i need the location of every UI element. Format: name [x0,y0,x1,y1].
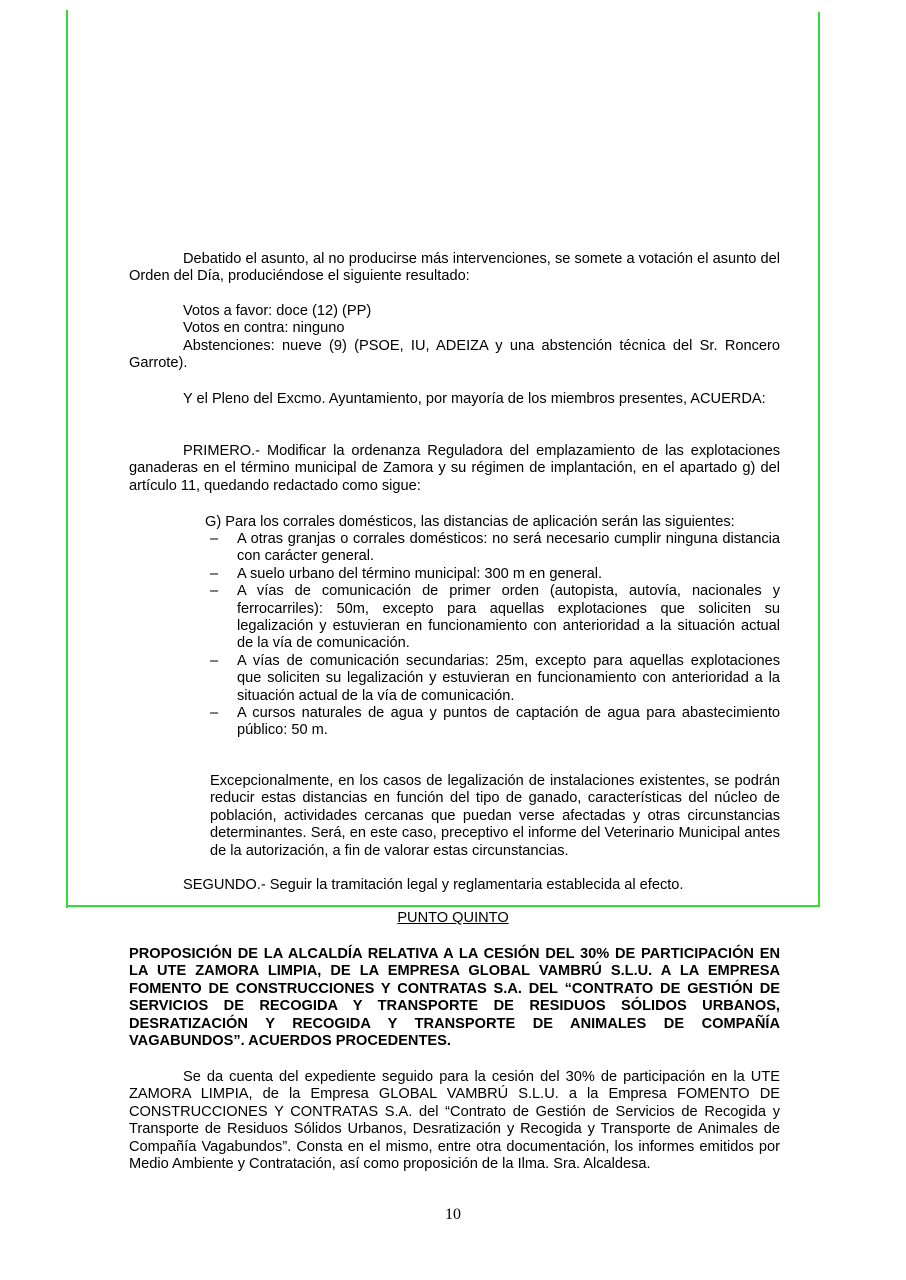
punto-heading: PUNTO QUINTO [397,910,509,926]
paragraph-debate: Debatido el asunto, al no producirse más intervenciones, se somete a votación el asunto del Orden del Día, produciéndose el siguiente resultado: [129,251,780,285]
list-item: – A suelo urbano del término municipal: 300 m en general. [210,565,603,582]
list-item: – A cursos naturales de agua y puntos de captación de agua para abastecimiento público: 50 m. [210,705,780,739]
paragraph-pleno: Y el Pleno del Excmo. Ayuntamiento, por mayoría de los miembros presentes, ACUERDA: [183,391,766,407]
paragraph-exception: Excepcionalmente, en los casos de legalización de instalaciones existentes, se podrán reducir estas distancias en función del tipo de ganado, características del núcleo de población, actividades cercanas que puedan verse afectadas y otras circunstancias determinantes. Será, en este caso, preceptivo el informe del Veterinario Municipal antes de la autorización, a fin de valorar estas circunstancias. [210,773,780,859]
dash-bullet: – [210,583,219,600]
paragraph-cuenta: Se da cuenta del expediente seguido para la cesión del 30% de participación en la UTE ZAMORA LIMPIA, de la Empresa GLOBAL VAMBRÚ S.L.U. a la Empresa FOMENTO DE CONSTRUCCIONES Y CONTRATAS S.A. del “Contrato de Gestión de Servicios de Recogida y Transporte de Residuos Sólidos Urbanos, Desratización y Recogida y Transporte de Animales de Compañía Vagabundos”. Consta en el mismo, entre otra documentación, los informes emitidos por Medio Ambiente y Contratación, así como proposición de la Ilma. Sra. Alcaldesa. [129,1069,780,1173]
votes-abstenciones: Abstenciones: nueve (9) (PSOE, IU, ADEIZA y una abstención técnica del Sr. Roncero Garrote). [129,337,780,372]
list-item: – A vías de comunicación de primer orden (autopista, autovía, nacionales y ferrocarriles): 50m, excepto para aquellas explotaciones que soliciten su legalización y estuvieran en funcionamiento con anterioridad a la situación actual de la vía de comunicación. [210,583,780,652]
frame-bottom-border [66,905,820,907]
votes-favor: Votos a favor: doce (12) (PP) [183,303,372,319]
dash-bullet: – [210,531,219,547]
section-g-heading: G) Para los corrales domésticos, las distancias de aplicación serán las siguientes: [205,514,735,530]
page-number: 10 [445,1206,461,1223]
frame-right-border [818,12,820,906]
proposition-title: PROPOSICIÓN DE LA ALCALDÍA RELATIVA A LA CESIÓN DEL 30% DE PARTICIPACIÓN EN LA UTE ZAMORA LIMPIA, DE LA EMPRESA GLOBAL VAMBRÚ S.L.U. A LA EMPRESA FOMENTO DE CONSTRUCCIONES Y CONTRATAS S.A. DEL “CONTRATO DE GESTIÓN DE SERVICIOS DE RECOGIDA Y TRANSPORTE DE RESIDUOS SÓLIDOS URBANOS, DESRATIZACIÓN Y RECOGIDA Y TRANSPORTE DE ANIMALES DE COMPAÑÍA VAGABUNDOS”. ACUERDOS PROCEDENTES. [129,946,780,1050]
frame-left-border [66,10,68,908]
votes-block [129,303,780,373]
votes-contra: Votos en contra: ninguno [183,320,345,337]
dash-bullet: – [210,705,219,722]
paragraph-segundo: SEGUNDO.- Seguir la tramitación legal y reglamentaria establecida al efecto. [183,877,684,893]
distance-rules-list [210,531,780,740]
list-item: – A vías de comunicación secundarias: 25m, excepto para aquellas explotaciones que soliciten su legalización y estuvieran en funcionamiento con anterioridad a la situación actual de la vía de comunicación. [210,652,780,704]
list-item: – A otras granjas o corrales domésticos: no será necesario cumplir ninguna distancia con carácter general. [210,531,780,565]
dash-bullet: – [210,565,219,582]
paragraph-primero: PRIMERO.- Modificar la ordenanza Reguladora del emplazamiento de las explotaciones ganaderas en el término municipal de Zamora y su régimen de implantación, en el apartado g) del artículo 11, quedando redactado como sigue: [129,443,780,494]
dash-bullet: – [210,652,219,669]
